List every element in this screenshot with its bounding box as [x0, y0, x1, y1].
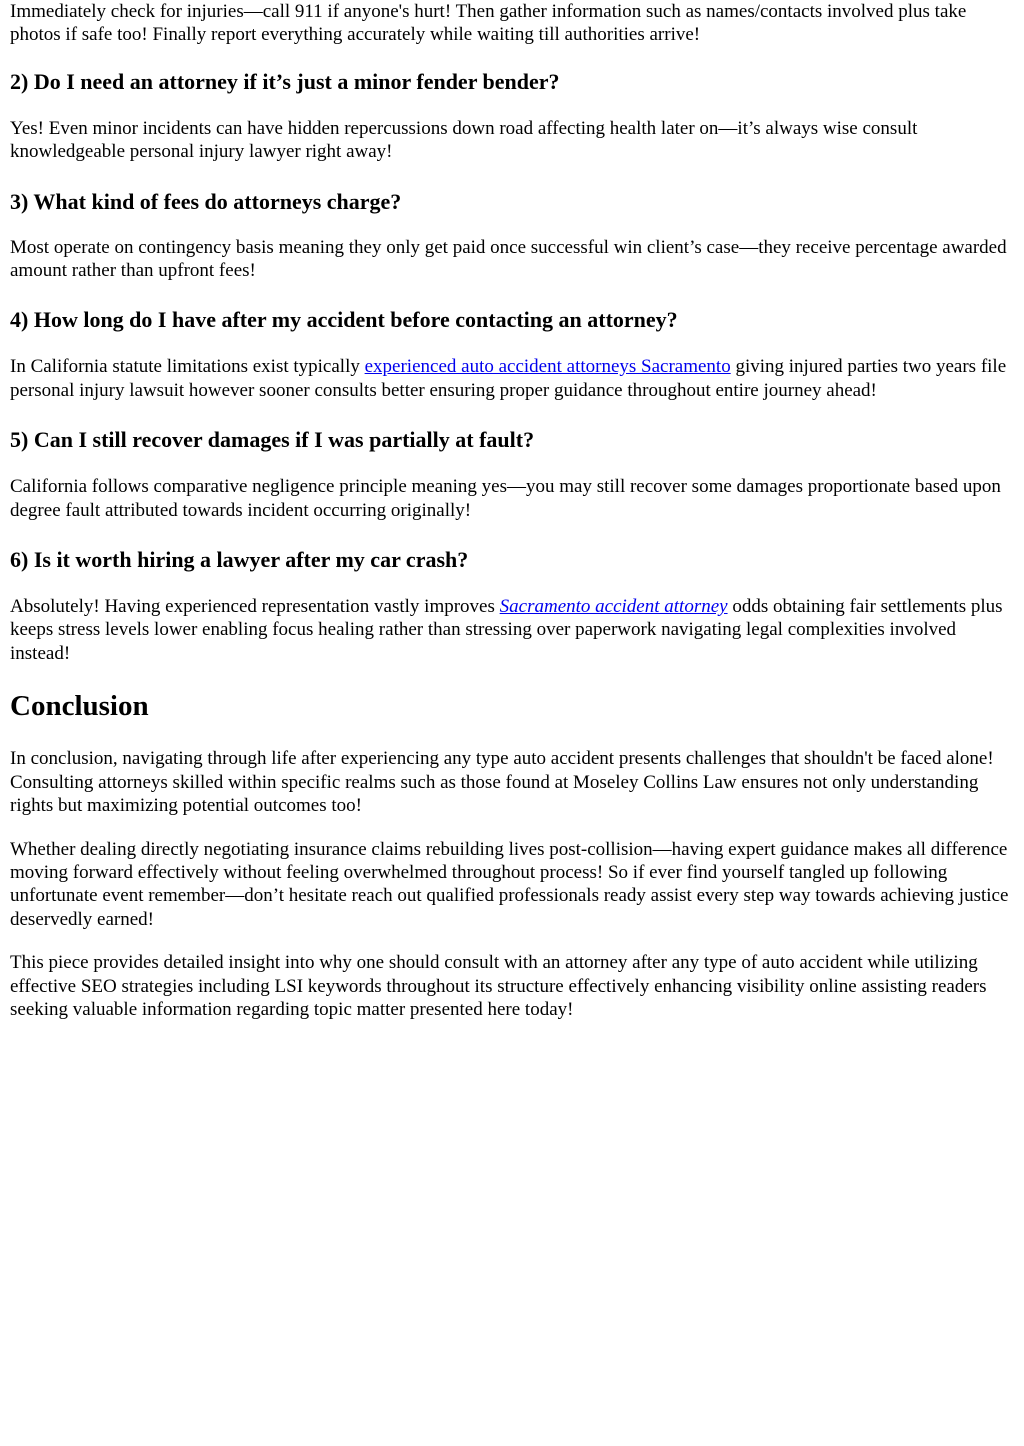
faq-answer-4 [10, 355, 1014, 402]
sacramento-accident-attorney-link[interactable]: Sacramento accident attorney [499, 596, 728, 618]
experienced-attorneys-link[interactable]: experienced auto accident attorneys Sacramento [364, 356, 731, 378]
conclusion-heading: Conclusion [10, 690, 149, 723]
faq-answer-6 [10, 595, 1014, 665]
faq-answer-6-text-before: Absolutely! Having experienced representation vastly improves [10, 596, 500, 618]
faq-answer-5: California follows comparative negligence principle meaning yes—you may still recover some damages proportionate based upon degree fault attributed towards incident occurring originally! [10, 476, 1001, 521]
conclusion-paragraph-1: In conclusion, navigating through life after experiencing any type auto accident presents challenges that shouldn't be faced alone! Consulting attorneys skilled within specific realms such as those found at Moseley Collins Law ensures not only understanding rights but maximizing potential outcomes too! [10, 748, 994, 817]
faq-question-2: 2) Do I need an attorney if it’s just a minor fender bender? [10, 68, 560, 94]
conclusion-paragraph-3: This piece provides detailed insight into why one should consult with an attorney after any type of auto accident while utilizing effective SEO strategies including LSI keywords throughout its structure effectively enhancing visibility online assisting readers seeking valuable information regarding topic matter presented here today! [10, 952, 987, 1020]
faq-answer-6-text-after: odds obtaining fair settlements plus keeps stress levels lower enabling focus healing rather than stressing over paperwork navigating legal complexities involved instead! [10, 596, 1003, 664]
faq-answer-4-text-before: In California statute limitations exist typically [10, 356, 365, 378]
conclusion-paragraph-2: Whether dealing directly negotiating insurance claims rebuilding lives post-collision—having expert guidance makes all difference moving forward effectively without feeling overwhelmed throughout process! So if ever find yourself tangled up following unfortunate event remember—don’t hesitate reach out qualified professionals ready assist every step way towards achieving justice deservedly earned! [10, 838, 1009, 930]
faq-answer-4-text-after: giving injured parties two years file personal injury lawsuit however sooner consults better ensuring proper guidance throughout entire journey ahead! [10, 356, 1007, 401]
faq-question-6: 6) Is it worth hiring a lawyer after my car crash? [10, 547, 469, 573]
intro-paragraph: Immediately check for injuries—call 911 if anyone's hurt! Then gather information such as names/contacts involved plus take photos if safe too! Finally report everything accurately while waiting till authorities arrive! [10, 1, 967, 46]
faq-question-3: 3) What kind of fees do attorneys charge? [10, 188, 402, 214]
faq-answer-2: Yes! Even minor incidents can have hidden repercussions down road affecting health later on—it’s always wise consult knowledgeable personal injury lawyer right away! [10, 117, 918, 163]
faq-question-4: 4) How long do I have after my accident before contacting an attorney? [10, 307, 678, 333]
faq-question-5: 5) Can I still recover damages if I was partially at fault? [10, 427, 535, 453]
faq-answer-3: Most operate on contingency basis meaning they only get paid once successful win client’s case—they receive percentage awarded amount rather than upfront fees! [10, 236, 1007, 282]
